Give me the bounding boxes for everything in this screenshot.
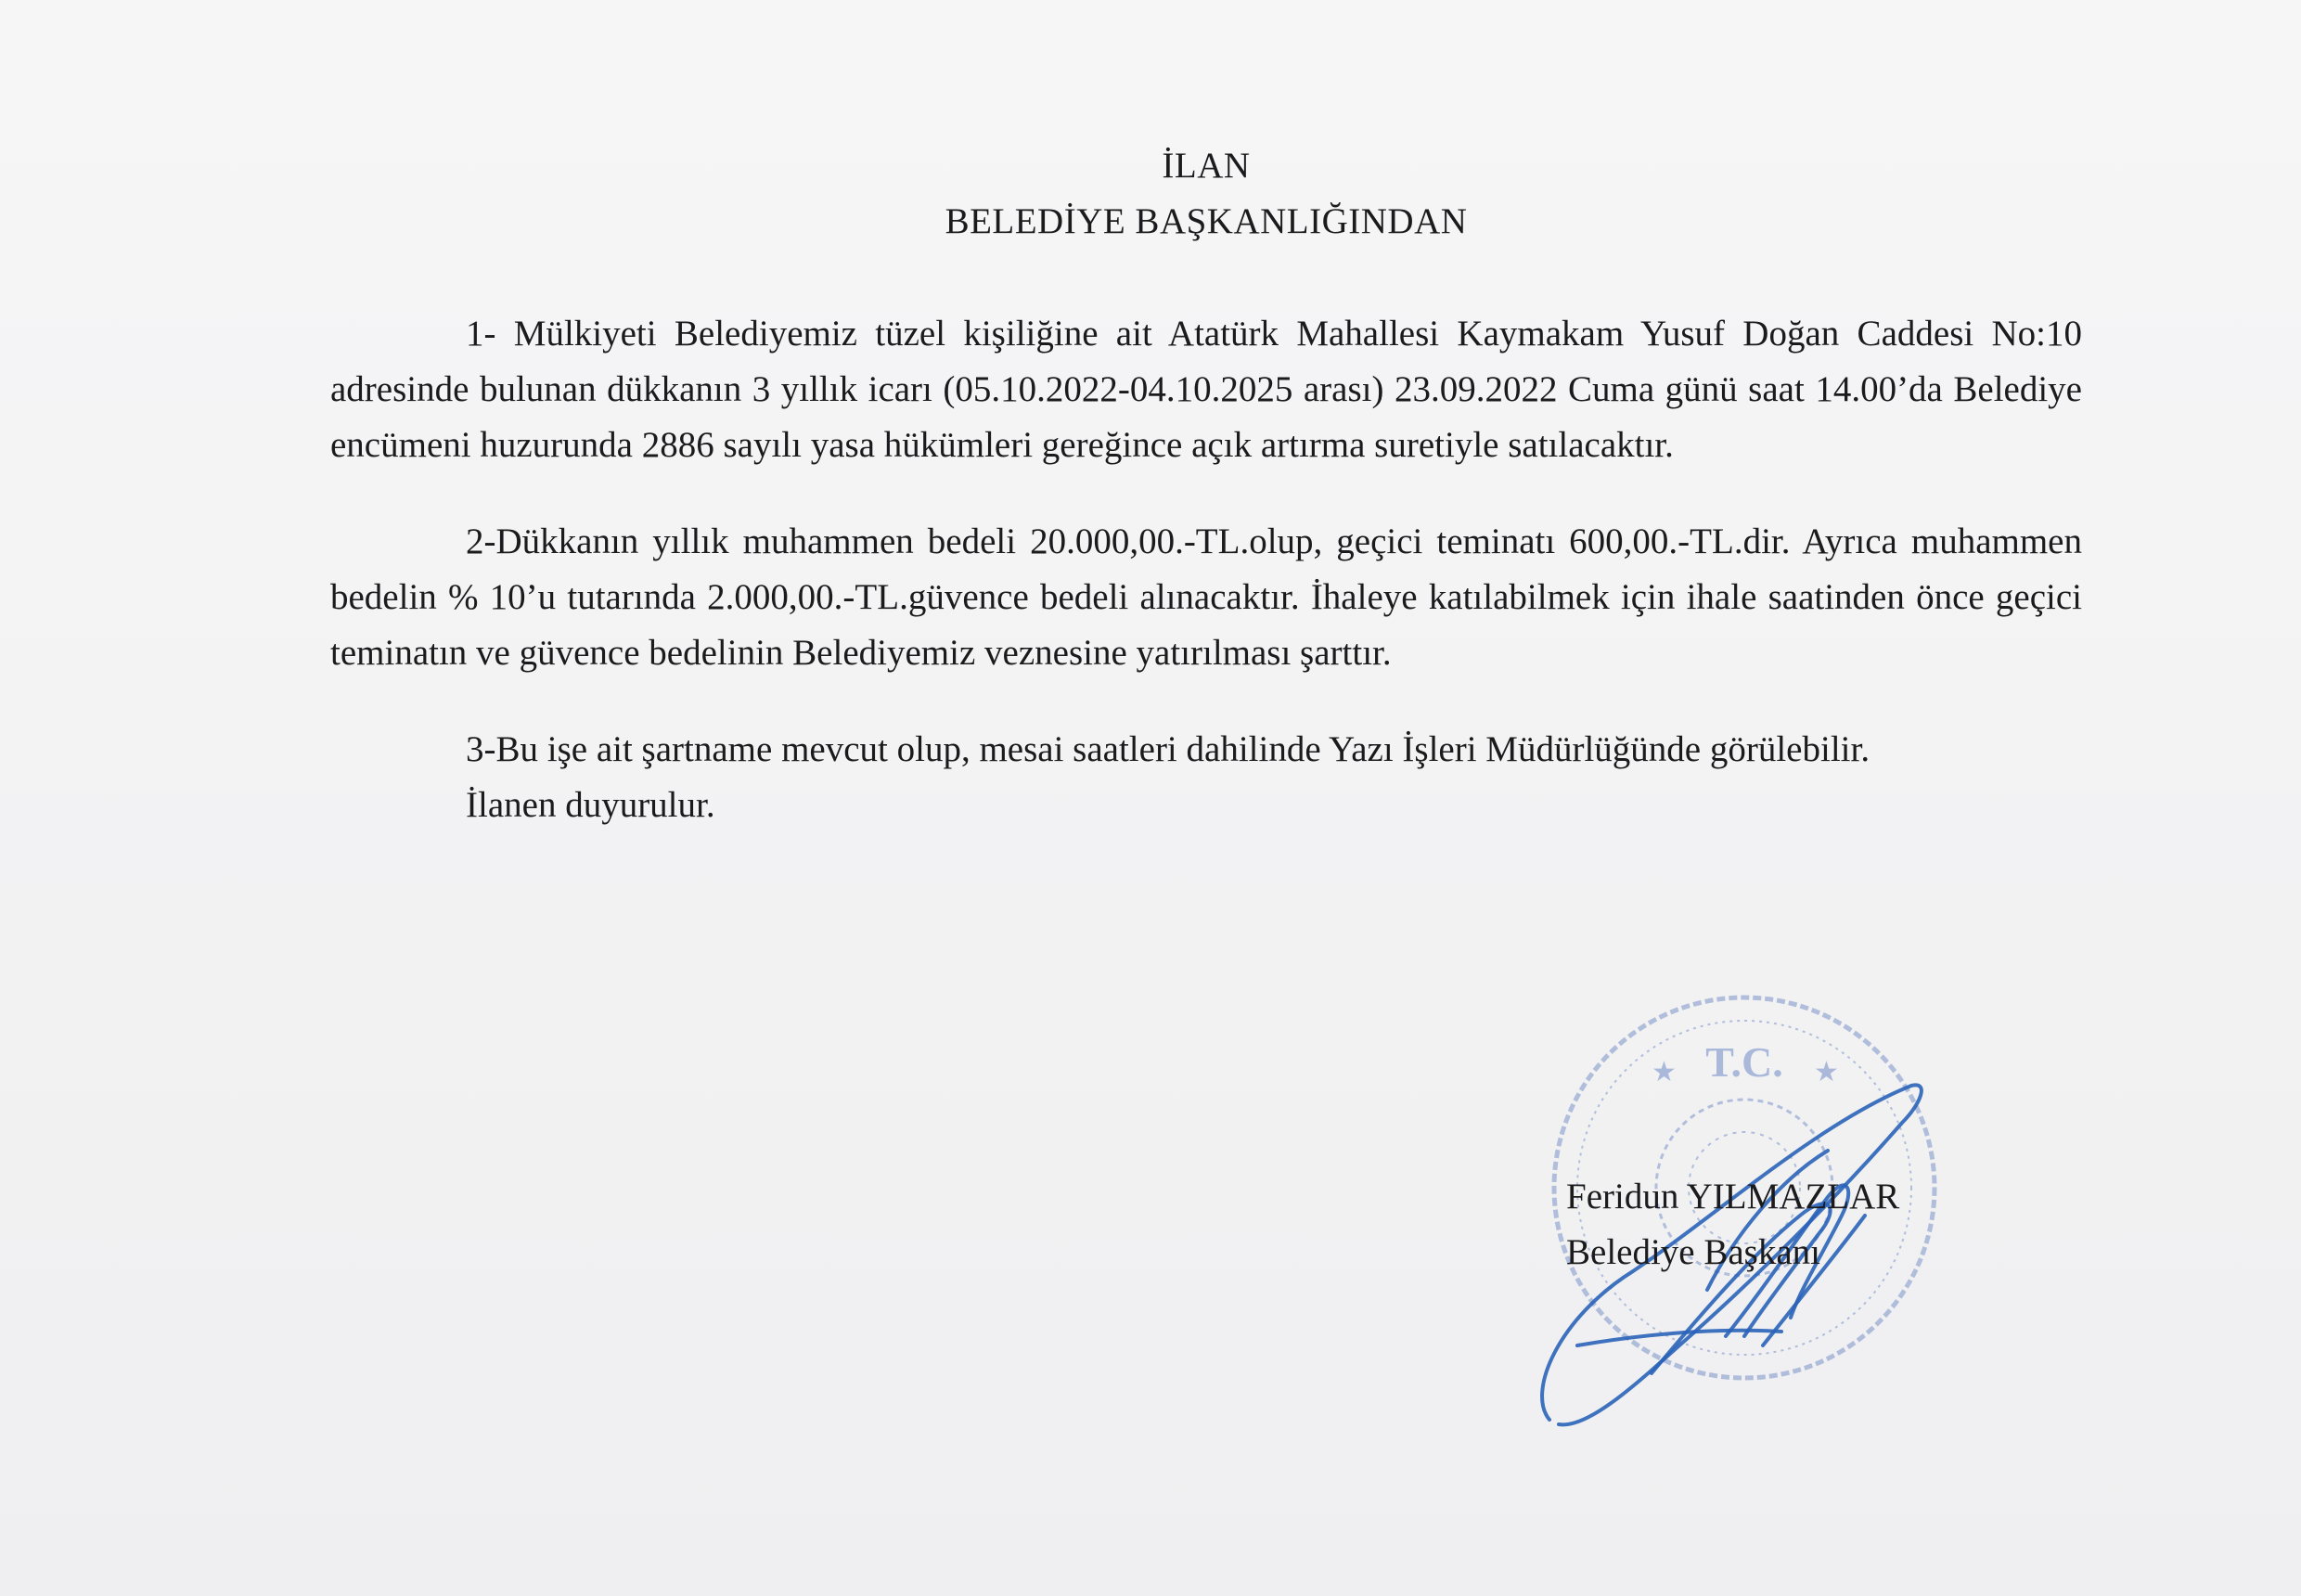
stamp-text: T.C. — [1705, 1038, 1783, 1086]
paragraph-1: 1- Mülkiyeti Belediyemiz tüzel kişiliğine ait Atatürk Mahallesi Kaymakam Yusuf Doğan Caddesi No:10 adresinde bulunan dükkanın 3 yıllık icarı (05.10.2022-04.10.2025 arası) 23.09.2022 Cuma günü saat 14.00’da Belediye encümeni huzurunda 2886 sayılı yasa hükümleri gereğince açık artırma suretiyle satılacaktır. — [330, 314, 2082, 465]
signer-name: Feridun YILMAZLAR — [1566, 1177, 1900, 1216]
closing-line: İlanen duyurulur. — [466, 785, 715, 825]
document-body — [330, 306, 2082, 874]
paragraph-2: 2-Dükkanın yıllık muhammen bedeli 20.000,00.-TL.olup, geçici teminatı 600,00.-TL.dir. Ayrıca muhammen bedelin % 10’u tutarında 2.000,00.-TL.güvence bedeli alınacaktır. İhaleye katılabilmek için ihale saatinden önce geçici teminatın ve güvence bedelinin Belediyemiz veznesine yatırılması şarttır. — [330, 521, 2082, 673]
document-title: İLAN — [1162, 146, 1251, 186]
paragraph-3: 3-Bu işe ait şartname mevcut olup, mesai saatleri dahilinde Yazı İşleri Müdürlüğünde görülebilir. — [466, 729, 1870, 769]
document-subtitle: BELEDİYE BAŞKANLIĞINDAN — [945, 201, 1468, 241]
svg-text:★: ★ — [1814, 1057, 1839, 1088]
svg-text:★: ★ — [1652, 1057, 1677, 1088]
signer-block — [1566, 1169, 1899, 1281]
signer-title: Belediye Başkanı — [1566, 1232, 1821, 1272]
